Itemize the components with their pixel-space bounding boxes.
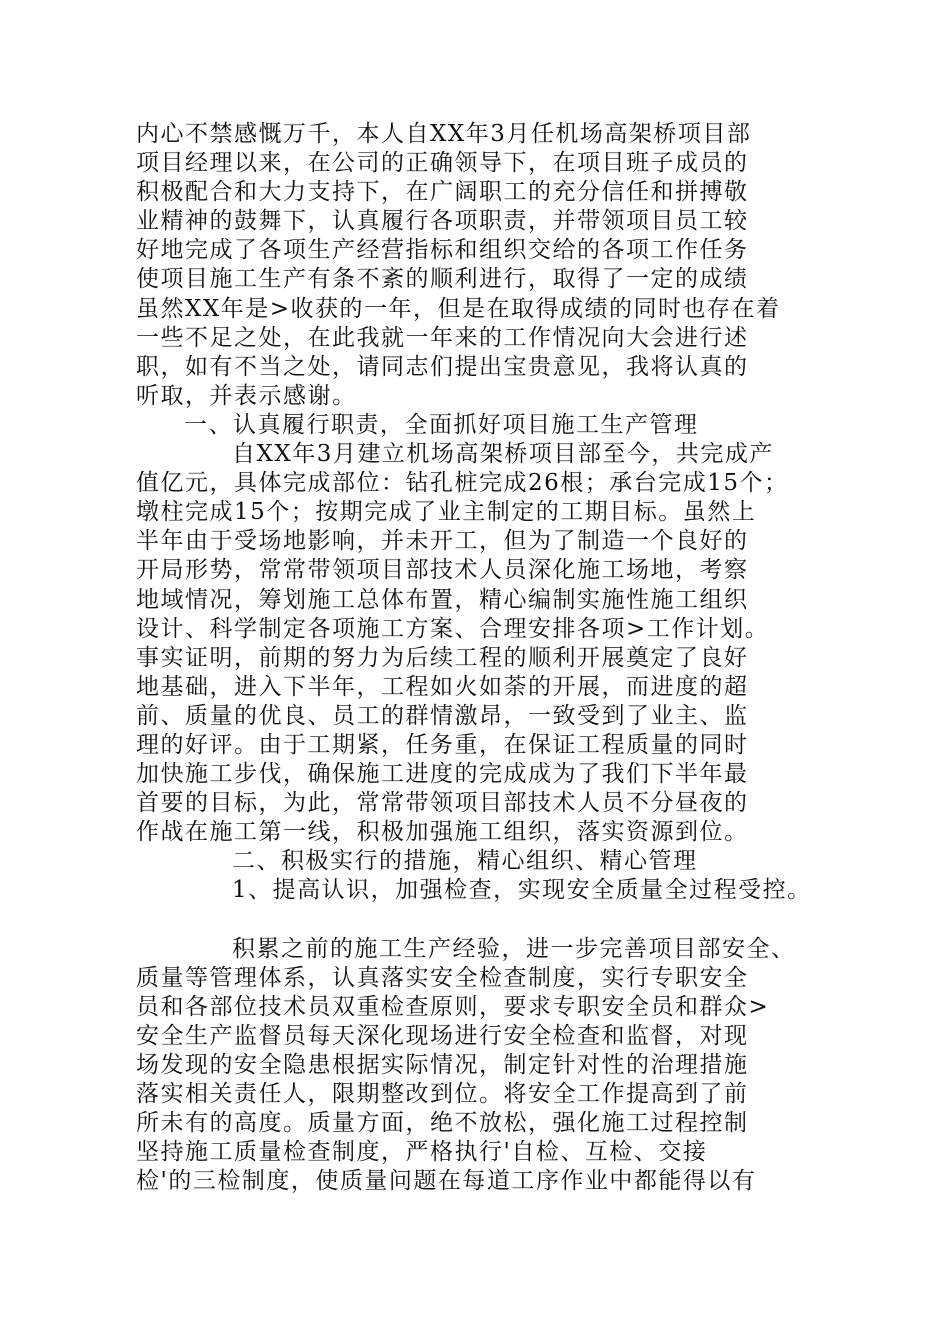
text-line: 地域情况，筹划施工总体布置，精心编制实施性施工组织 xyxy=(136,586,749,613)
text-line: 半年由于受场地影响，并未开工，但为了制造一个良好的 xyxy=(136,528,749,555)
text-line: 质量等管理体系，认真落实安全检查制度，实行专职安全 xyxy=(136,964,749,991)
text-line: 加快施工步伐，确保施工进度的完成成为了我们下半年最 xyxy=(136,761,749,788)
text-line: 落实相关责任人，限期整改到位。将安全工作提高到了前 xyxy=(136,1081,749,1108)
text-line: 设计、科学制定各项施工方案、合理安排各项>工作计划。 xyxy=(136,615,770,642)
text-line: 值亿元，具体完成部位：钻孔桩完成26根；承台完成15个； xyxy=(136,470,789,497)
paragraph-first-line: 积累之前的施工生产经验，进一步完善项目部安全、 xyxy=(232,935,796,962)
section-heading: 一、认真履行职责，全面抓好项目施工生产管理 xyxy=(184,411,699,438)
text-line: 作战在施工第一线，积极加强施工组织，落实资源到位。 xyxy=(136,819,749,846)
text-line: 好地完成了各项生产经营指标和组织交给的各项工作任务 xyxy=(136,237,749,264)
text-line: 业精神的鼓舞下，认真履行各项职责，并带领项目员工较 xyxy=(136,208,749,235)
section-heading: 二、积极实行的措施，精心组织、精心管理 xyxy=(232,848,698,875)
text-line: 前、质量的优良、员工的群情激昂，一致受到了业主、监 xyxy=(136,702,749,729)
text-line: 事实证明，前期的努力为后续工程的顺利开展奠定了良好 xyxy=(136,644,749,671)
text-line: 积极配合和大力支持下，在广阔职工的充分信任和拼搏敬 xyxy=(136,179,749,206)
text-line: 安全生产监督员每天深化现场进行安全检查和监督，对现 xyxy=(136,1022,749,1049)
text-line: 职，如有不当之处，请同志们提出宝贵意见，我将认真的 xyxy=(136,353,749,380)
text-line: 项目经理以来，在公司的正确领导下，在项目班子成员的 xyxy=(136,150,749,177)
subsection-heading: 1、提高认识，加强检查，实现安全质量全过程受控。 xyxy=(232,877,812,904)
document-body xyxy=(136,120,836,1196)
text-line: 内心不禁感慨万千，本人自XX年3月任机场高架桥项目部 xyxy=(136,121,752,147)
text-line: 员和各部位技术员双重检查原则，要求专职安全员和群众> xyxy=(136,993,770,1020)
text-line: 一些不足之处，在此我就一年来的工作情况向大会进行述 xyxy=(136,324,749,351)
text-line: 理的好评。由于工期紧，任务重，在保证工程质量的同时 xyxy=(136,731,749,758)
text-line: 墩柱完成15个；按期完成了业主制定的工期目标。虽然上 xyxy=(136,499,757,526)
text-line: 坚持施工质量检查制度，严格执行'自检、互检、交接 xyxy=(136,1139,708,1166)
text-line: 首要的目标，为此，常常带领项目部技术人员不分昼夜的 xyxy=(136,790,749,817)
text-line: 所未有的高度。质量方面，绝不放松，强化施工过程控制 xyxy=(136,1110,749,1137)
text-line: 场发现的安全隐患根据实际情况，制定针对性的治理措施 xyxy=(136,1052,749,1078)
paragraph-first-line: 自XX年3月建立机场高架桥项目部至今，共完成产 xyxy=(232,441,774,468)
text-line: 检'的三检制度，使质量问题在每道工序作业中都能得以有 xyxy=(136,1168,757,1195)
text-line: 听取，并表示感谢。 xyxy=(136,382,357,409)
text-line: 使项目施工生产有条不紊的顺利进行，取得了一定的成绩 xyxy=(136,266,749,293)
blank-line xyxy=(136,906,836,935)
text-line: 开局形势，常常带领项目部技术人员深化施工场地，考察 xyxy=(136,557,749,584)
text-line: 地基础，进入下半年，工程如火如荼的开展，而进度的超 xyxy=(136,673,749,700)
text-line: 虽然XX年是>收获的一年，但是在取得成绩的同时也存在着 xyxy=(136,295,781,322)
